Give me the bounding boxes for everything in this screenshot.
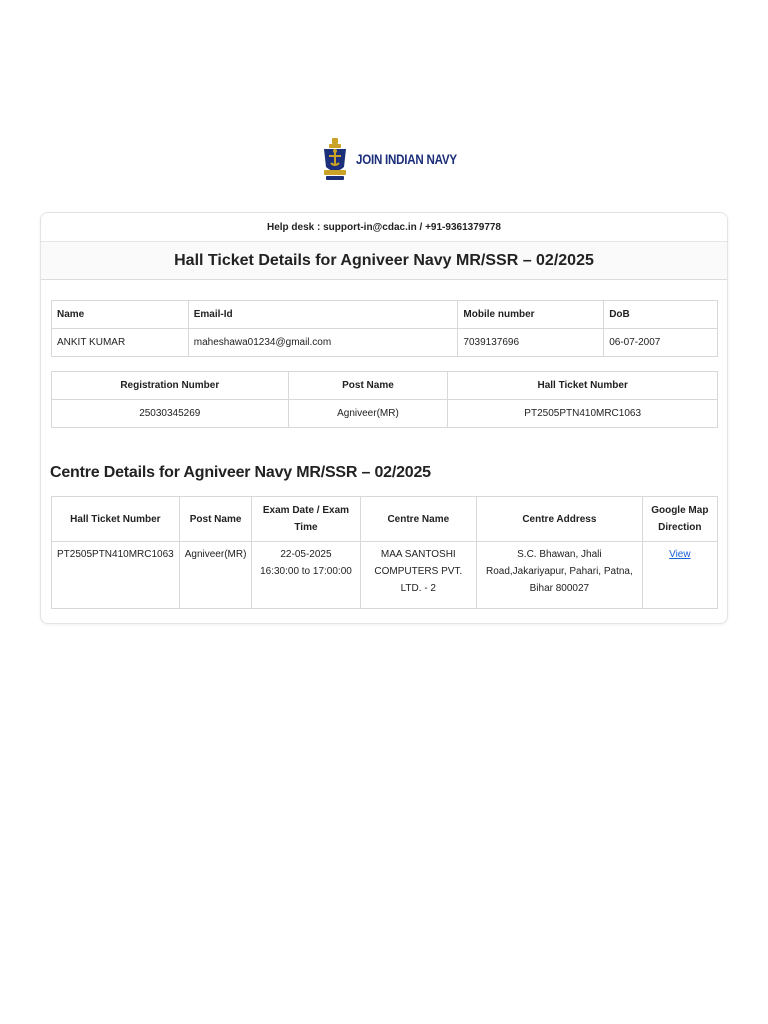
table-row [52, 400, 718, 428]
header-exam-date-time: Exam Date / Exam Time [252, 497, 360, 542]
personal-details-table [51, 300, 718, 357]
header-hall-ticket-number: Hall Ticket Number [448, 372, 718, 400]
header-centre-address: Centre Address [477, 497, 643, 542]
navy-crest-icon [320, 136, 350, 182]
centre-details-table [51, 496, 718, 609]
header-email: Email-Id [188, 301, 458, 329]
centre-details-title: Centre Details for Agniveer Navy MR/SSR – 02/2025 [50, 464, 431, 481]
exam-date-time [252, 542, 360, 609]
post-name: Agniveer(MR) [288, 400, 448, 428]
header-name: Name [52, 301, 189, 329]
centre-name: MAA SANTOSHI COMPUTERS PVT. LTD. - 2 [360, 542, 477, 609]
candidate-email: maheshawa01234@gmail.com [188, 329, 458, 357]
logo-text: JOIN INDIAN NAVY [356, 151, 457, 167]
candidate-dob: 06-07-2007 [604, 329, 718, 357]
header-centre-name: Centre Name [360, 497, 477, 542]
page-title: Hall Ticket Details for Agniveer Navy MR/SSR – 02/2025 [41, 242, 727, 280]
header-post-name: Post Name [288, 372, 448, 400]
view-map-link[interactable]: View [669, 549, 691, 560]
centre-hall-ticket-number: PT2505PTN410MRC1063 [52, 542, 180, 609]
candidate-mobile: 7039137696 [458, 329, 604, 357]
table-row [52, 542, 718, 609]
hall-ticket-number: PT2505PTN410MRC1063 [448, 400, 718, 428]
registration-table [51, 371, 718, 428]
exam-date: 22-05-2025 [280, 549, 332, 560]
exam-time: 16:30:00 to 17:00:00 [260, 566, 352, 577]
table-header-row [52, 301, 718, 329]
header-mobile: Mobile number [458, 301, 604, 329]
join-indian-navy-logo [320, 136, 473, 182]
header-hall-ticket-number: Hall Ticket Number [52, 497, 180, 542]
table-header-row [52, 497, 718, 542]
header-post-name: Post Name [179, 497, 252, 542]
centre-address: S.C. Bhawan, Jhali Road,Jakariyapur, Pahari, Patna, Bihar 800027 [477, 542, 643, 609]
header-dob: DoB [604, 301, 718, 329]
header-google-map: Google Map Direction [642, 497, 717, 542]
centre-post-name: Agniveer(MR) [179, 542, 252, 609]
candidate-name: ANKIT KUMAR [52, 329, 189, 357]
table-header-row [52, 372, 718, 400]
header-registration-number: Registration Number [52, 372, 289, 400]
map-direction-cell [642, 542, 717, 609]
hall-ticket-card [40, 212, 728, 624]
table-row [52, 329, 718, 357]
registration-number: 25030345269 [52, 400, 289, 428]
helpdesk-info: Help desk : support-in@cdac.in / +91-9361379778 [41, 213, 727, 242]
